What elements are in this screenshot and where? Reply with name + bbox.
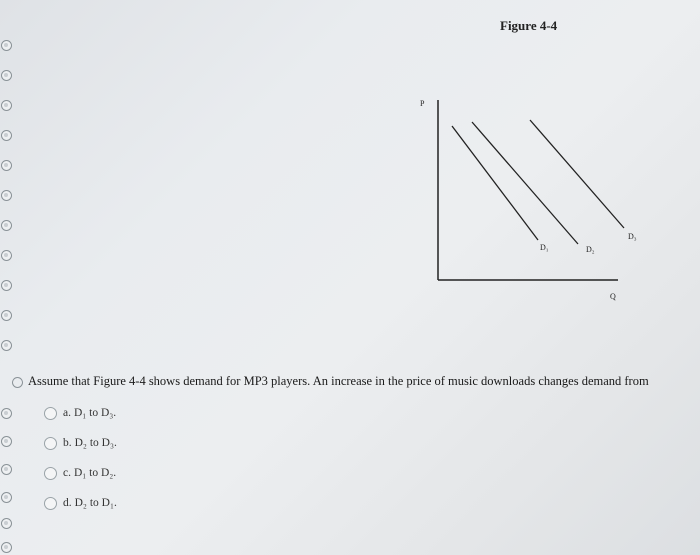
option-d[interactable]	[44, 495, 117, 511]
y-axis-label: P	[420, 99, 425, 108]
demand-curve-d2	[472, 122, 578, 244]
radio-button[interactable]	[44, 407, 57, 420]
option-letter: c.	[63, 467, 71, 479]
rail-radio-button[interactable]	[1, 160, 12, 171]
rail-radio-button[interactable]	[1, 250, 12, 261]
option-c[interactable]	[44, 465, 116, 481]
rail-radio-button[interactable]	[1, 100, 12, 111]
rail-radio-button[interactable]	[1, 190, 12, 201]
question-text: Assume that Figure 4-4 shows demand for MP3 players. An increase in the price of music downloads changes demand from	[28, 374, 649, 388]
rail-radio-button[interactable]	[1, 310, 12, 321]
demand-curve-d3	[530, 120, 624, 228]
option-text: D₂ to D₃.	[74, 437, 117, 449]
curve-label-d2: D₂	[586, 245, 595, 254]
rail-radio-button[interactable]	[1, 70, 12, 81]
rail-radio-button[interactable]	[1, 464, 12, 475]
x-axis-label: Q	[610, 292, 616, 301]
left-rail	[0, 0, 22, 555]
rail-radio-button[interactable]	[1, 130, 12, 141]
rail-radio-button[interactable]	[1, 408, 12, 419]
rail-radio-button[interactable]	[1, 280, 12, 291]
radio-button[interactable]	[44, 467, 57, 480]
radio-button[interactable]	[44, 437, 57, 450]
option-text: D₂ to D₁.	[74, 497, 117, 509]
rail-radio-button[interactable]	[1, 340, 12, 351]
option-letter: a.	[63, 407, 71, 419]
rail-radio-button[interactable]	[1, 436, 12, 447]
question-radio[interactable]	[12, 377, 23, 388]
figure-title: Figure 4-4	[500, 18, 558, 33]
option-letter: b.	[63, 437, 72, 449]
rail-radio-button[interactable]	[1, 40, 12, 51]
curve-label-d3: D₃	[628, 232, 637, 241]
option-letter: d.	[63, 497, 72, 509]
rail-radio-button[interactable]	[1, 492, 12, 503]
option-b[interactable]	[44, 435, 117, 451]
radio-button[interactable]	[44, 497, 57, 510]
curve-label-d1: D₁	[540, 243, 549, 252]
option-text: D₁ to D₃.	[73, 407, 117, 419]
rail-radio-button[interactable]	[1, 220, 12, 231]
option-text: D₁ to D₂.	[73, 467, 117, 479]
option-a[interactable]	[44, 405, 116, 421]
demand-graph	[410, 92, 660, 302]
rail-radio-button[interactable]	[1, 518, 12, 529]
rail-radio-button[interactable]	[1, 542, 12, 553]
